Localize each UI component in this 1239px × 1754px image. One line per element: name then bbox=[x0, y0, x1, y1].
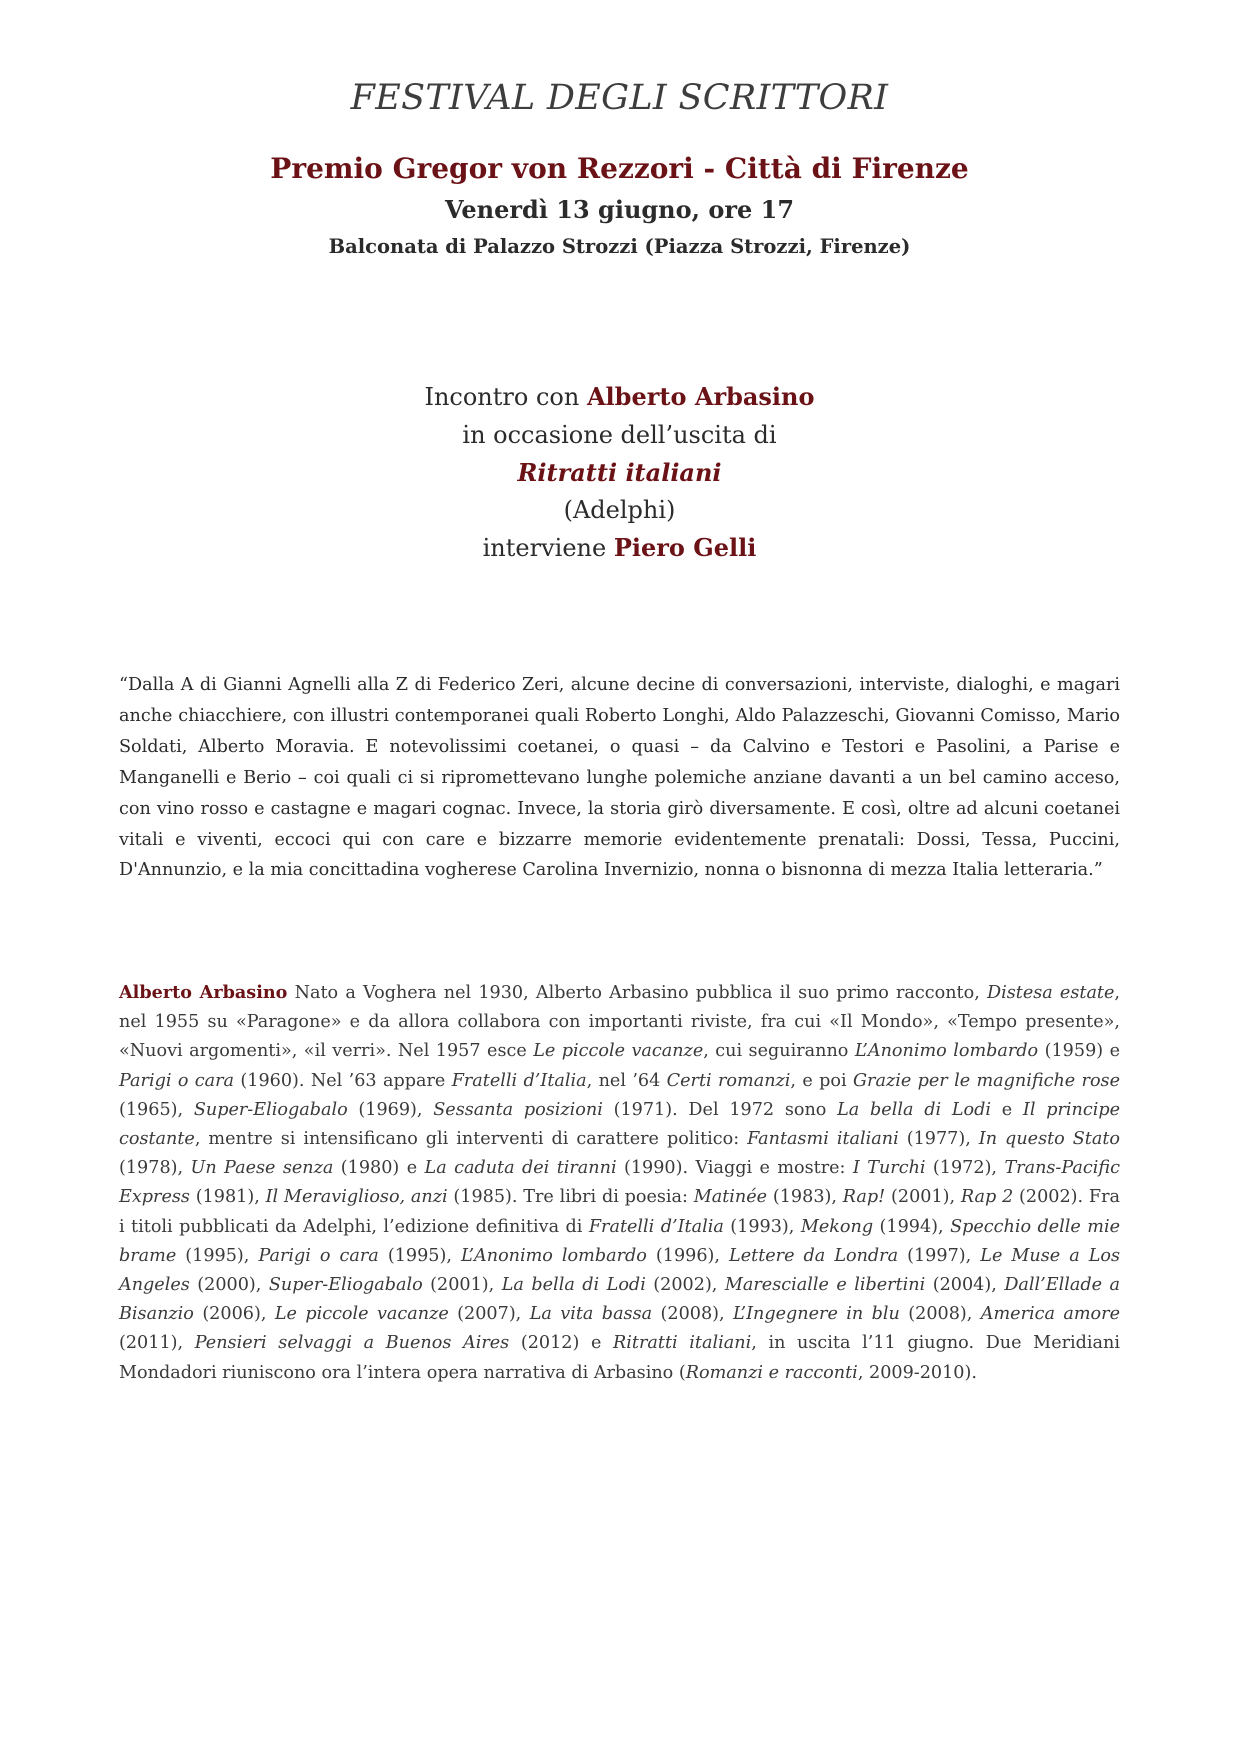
bio-work-title: America amore bbox=[980, 1304, 1120, 1325]
meeting-speaker-prefix: interviene bbox=[482, 534, 614, 562]
bio-text: (2008), bbox=[652, 1304, 734, 1325]
bio-text: , e poi bbox=[790, 1070, 853, 1091]
bio-work-title: Un Paese senza bbox=[190, 1158, 334, 1179]
bio-work-title: L’Ingegnere in blu bbox=[733, 1304, 900, 1325]
bio-text: (1965), bbox=[119, 1099, 194, 1120]
bio-text: (2000), bbox=[189, 1275, 269, 1296]
bio-text: (1995), bbox=[378, 1245, 461, 1266]
meeting-prefix: Incontro con bbox=[424, 383, 587, 411]
bio-work-title: Dall’Ellade a Bisanzio bbox=[119, 1275, 1120, 1325]
bio-text: (2007), bbox=[448, 1304, 530, 1325]
bio-author-name: Alberto Arbasino bbox=[119, 982, 288, 1003]
bio-text: (1981), bbox=[189, 1187, 266, 1208]
meeting-line-incontro bbox=[0, 378, 1239, 417]
bio-text: (2012) e bbox=[509, 1333, 614, 1354]
bio-text: (2004), bbox=[925, 1275, 1005, 1296]
bio-text: (1978), bbox=[119, 1158, 191, 1179]
meeting-book-title: Ritratti italiani bbox=[517, 458, 722, 487]
bio-text: (2008), bbox=[899, 1304, 981, 1325]
meeting-author: Alberto Arbasino bbox=[586, 382, 815, 411]
bio-work-title: Specchio delle mie brame bbox=[119, 1216, 1120, 1266]
bio-work-title: La bella di Lodi bbox=[837, 1099, 991, 1120]
event-venue: Balconata di Palazzo Strozzi (Piazza Strozzi, Firenze) bbox=[328, 235, 911, 258]
bio-text: (2002). Fra i titoli pubblicati da Adelphi, l’edizione definitiva di bbox=[119, 1187, 1121, 1237]
bio-work-title: La caduta dei tiranni bbox=[424, 1158, 617, 1179]
bio-work-title: Il principe costante bbox=[119, 1099, 1120, 1150]
bio-text: , nel ’64 bbox=[586, 1070, 667, 1091]
bio-work-title: Super-Eliogabalo bbox=[268, 1275, 423, 1296]
bio-text: (1972), bbox=[925, 1158, 1005, 1179]
meeting-announcement bbox=[0, 378, 1239, 568]
bio-text: (2002), bbox=[645, 1275, 725, 1296]
bio-work-title: Il Meraviglioso, anzi bbox=[265, 1187, 448, 1208]
bio-work-title: La vita bassa bbox=[529, 1304, 653, 1325]
meeting-line-interviene bbox=[0, 529, 1239, 568]
bio-work-title: L’Anonimo lombardo bbox=[460, 1245, 647, 1266]
bio-work-title: Rap 2 bbox=[960, 1187, 1014, 1208]
bio-text: , cui seguiranno bbox=[703, 1041, 855, 1062]
bio-text: (1969), bbox=[347, 1099, 434, 1120]
bio-work-title: Le piccole vacanze bbox=[533, 1041, 704, 1062]
bio-work-title: Mekong bbox=[800, 1216, 874, 1237]
festival-title: FESTIVAL DEGLI SCRITTORI bbox=[350, 78, 889, 118]
bio-text: (1977), bbox=[898, 1129, 979, 1150]
bio-work-title: Le Muse a Los Angeles bbox=[119, 1245, 1121, 1296]
bio-work-title: Sessanta posizioni bbox=[433, 1099, 603, 1120]
quote-paragraph: “Dalla A di Gianni Agnelli alla Z di Federico Zeri, alcune decine di conversazioni, interviste, dialoghi, e magari anche chiacchiere, con illustri contemporanei quali Roberto Longhi, Aldo Palazzeschi, Giovanni Comisso, Mario Soldati, Alberto Moravia. E notevolissimi coetanei, o quasi – da Calvino e Testori e Pasolini, a Parise e Manganelli e Berio – coi quali ci si ripromettevano lunghe polemiche anziane davanti a un bel camino acceso, con vino rosso e castagne e magari cognac. Invece, la storia girò diversamente. E così, oltre ad alcuni coetanei vitali e viventi, eccoci qui con care e bizzarre memorie evidentemente prenatali: Dossi, Tessa, Puccini, D'Annunzio, e la mia concittadina vogherese Carolina Invernizio, nonna o bisnonna di mezza Italia letteraria.” bbox=[119, 675, 1120, 881]
bio-text: (1994), bbox=[873, 1216, 951, 1237]
bio-work-title: Distesa estate bbox=[986, 983, 1115, 1003]
bio-text: , in uscita l’11 giugno. Due Meridiani Mondadori riuniscono ora l’intera opera narrativa di Arbasino ( bbox=[119, 1333, 1120, 1383]
bio-text: (1995), bbox=[176, 1245, 259, 1266]
bio-text: , nel 1955 su «Paragone» e da allora collabora con importanti riviste, fra cui «Il Mondo», «Tempo presente», «Nuovi argomenti», «il verri». Nel 1957 esce bbox=[119, 983, 1121, 1062]
bio-text: , 2009-2010). bbox=[857, 1362, 977, 1383]
bio-work-title: Ritratti italiani bbox=[613, 1333, 752, 1354]
bio-text: (1959) e bbox=[1038, 1041, 1120, 1062]
bio-text: (1990). Viaggi e mostre: bbox=[616, 1158, 853, 1179]
bio-work-title: Romanzi e racconti bbox=[685, 1362, 858, 1383]
bio-work-title: La bella di Lodi bbox=[501, 1275, 646, 1296]
bio-work-title: Rap! bbox=[842, 1187, 886, 1208]
bio-text: (1971). Del 1972 sono bbox=[602, 1099, 838, 1120]
bio-work-title: Parigi o cara bbox=[119, 1070, 235, 1091]
bio-work-title: Pensieri selvaggi a Buenos Aires bbox=[194, 1333, 510, 1354]
bio-text: (1993), bbox=[723, 1216, 801, 1237]
bio-work-title: Fratelli d’Italia bbox=[451, 1070, 587, 1091]
meeting-speaker: Piero Gelli bbox=[613, 533, 757, 562]
bio-work-title: Marescialle e libertini bbox=[724, 1275, 926, 1296]
bio-work-title: Fratelli d’Italia bbox=[588, 1216, 724, 1237]
bio-work-title: Lettere da Londra bbox=[729, 1245, 899, 1266]
bio-text: (1960). Nel ’63 appare bbox=[234, 1070, 452, 1091]
bio-text: , mentre si intensificano gli interventi di carattere politico: bbox=[194, 1129, 748, 1150]
bio-text: (1983), bbox=[767, 1187, 843, 1208]
bio-work-title: Certi romanzi bbox=[666, 1070, 791, 1091]
bio-work-title: Le piccole vacanze bbox=[274, 1304, 449, 1325]
bio-work-title: Matinée bbox=[693, 1187, 768, 1208]
bio-text: (1997), bbox=[898, 1245, 981, 1266]
bio-text: (2006), bbox=[193, 1304, 275, 1325]
bio-work-title: Trans-Pacific Express bbox=[119, 1158, 1120, 1208]
bio-work-title: Super-Eliogabalo bbox=[193, 1099, 348, 1120]
prize-title: Premio Gregor von Rezzori - Città di Firenze bbox=[270, 152, 969, 185]
event-date: Venerdì 13 giugno, ore 17 bbox=[444, 195, 795, 224]
bio-text: (1996), bbox=[646, 1245, 730, 1266]
bio-work-title: Parigi o cara bbox=[258, 1245, 379, 1266]
bio-paragraph bbox=[119, 978, 1120, 1388]
bio-text: e bbox=[991, 1099, 1023, 1120]
bio-text: (1985). Tre libri di poesia: bbox=[447, 1187, 694, 1208]
bio-work-title: Fantasmi italiani bbox=[747, 1129, 899, 1150]
bio-work-title: Grazie per le magnifiche rose bbox=[853, 1070, 1121, 1091]
bio-text: (2001), bbox=[422, 1275, 502, 1296]
bio-text: Nato a Voghera nel 1930, Alberto Arbasino pubblica il suo primo racconto, bbox=[287, 983, 987, 1003]
bio-work-title: I Turchi bbox=[852, 1158, 926, 1179]
bio-text: (1980) e bbox=[333, 1158, 425, 1179]
meeting-line-occasione: in occasione dell’uscita di bbox=[462, 420, 777, 449]
meeting-publisher: (Adelphi) bbox=[563, 495, 676, 524]
bio-text: (2001), bbox=[885, 1187, 961, 1208]
bio-work-title: In questo Stato bbox=[978, 1129, 1121, 1150]
bio-work-title: L’Anonimo lombardo bbox=[854, 1041, 1039, 1062]
bio-text: (2011), bbox=[119, 1333, 195, 1354]
